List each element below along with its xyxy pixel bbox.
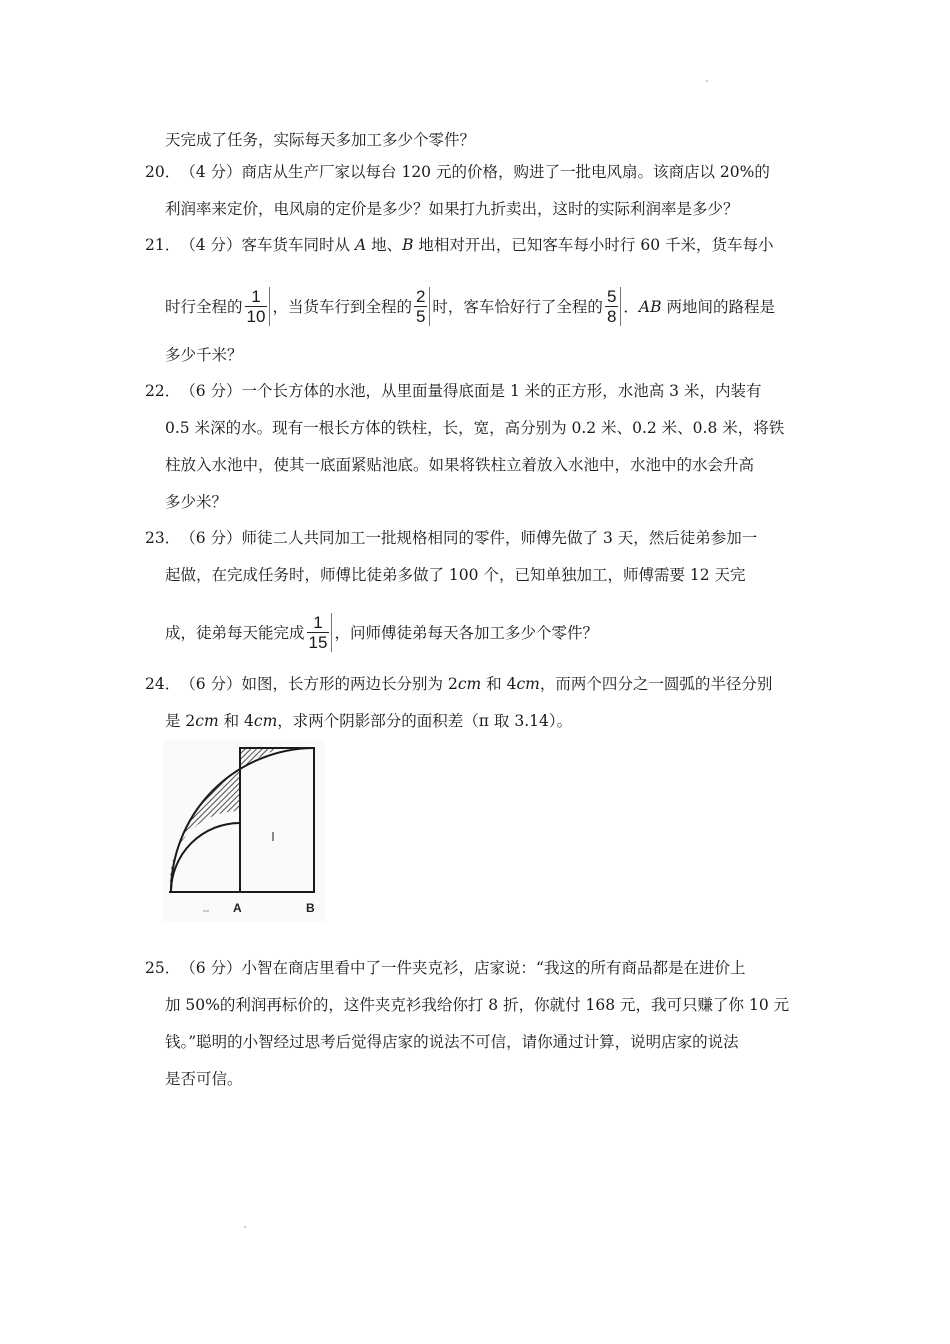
q22-line-3: 柱放入水池中，使其一底面紧贴池底。如果将铁柱立着放入水池中，水池中的水会升高	[165, 456, 755, 474]
fraction-1-15	[307, 613, 333, 652]
fraction-5-8	[605, 287, 621, 326]
q22-line-4: 多少米？	[165, 493, 228, 511]
q24-line-1	[145, 673, 772, 695]
label-a: A	[233, 901, 242, 915]
scan-speck	[244, 1226, 246, 1228]
q24-text: 和 4	[481, 675, 517, 693]
q19-continuation: 天完成了任务，实际每天多加工多少个零件？	[165, 131, 476, 149]
q21-text: 地、	[366, 236, 403, 254]
q20-line-2: 利润率来定价，电风扇的定价是多少？如果打九折卖出，这时的实际利润率是多少？	[165, 200, 739, 218]
scan-speck	[706, 80, 708, 82]
q21-text: ，当货车行到全程的	[272, 298, 412, 316]
q23-text: ，问师傅徒弟每天各加工多少个零件？	[334, 624, 598, 642]
q25-line-3: 钱。”聪明的小智经过思考后觉得店家的说法不可信，请你通过计算，说明店家的说法	[165, 1033, 739, 1051]
q23-line-3	[165, 610, 598, 656]
fraction-denominator: 5	[415, 306, 426, 326]
point-a: A	[354, 236, 367, 254]
q23-text: （6 分）师徒二人共同加工一批规格相同的零件，师傅先做了 3 天，然后徒弟参加一	[180, 529, 758, 547]
q24-text: 和 4	[218, 712, 254, 730]
q21-number: 21．	[145, 236, 181, 254]
fraction-1-10	[245, 287, 271, 326]
fraction-denominator: 10	[246, 306, 266, 326]
q24-text: ，求两个阴影部分的面积差（π 取 3.14）。	[277, 712, 573, 730]
q23-text: 成，徒弟每天能完成	[165, 624, 305, 642]
label-b: B	[306, 901, 315, 915]
q24-number: 24．	[145, 675, 181, 693]
q21-line-2	[165, 284, 775, 330]
q20-text-1: （4 分）商店从生产厂家以每台 120 元的价格，购进了一批电风扇。该商店以 20%的	[180, 163, 770, 181]
q25-line-1	[145, 957, 745, 979]
q21-text: 时，客车恰好行了全程的	[432, 298, 603, 316]
q22-line-1	[145, 380, 761, 402]
fraction-denominator: 8	[606, 306, 617, 326]
q22-number: 22．	[145, 382, 181, 400]
fraction-numerator: 1	[245, 287, 268, 307]
q22-text: （6 分）一个长方体的水池，从里面量得底面是 1 米的正方形，水池高 3 米，内装有	[180, 382, 762, 400]
fraction-2-5	[414, 287, 430, 326]
fraction-denominator: 15	[308, 632, 328, 652]
q25-number: 25．	[145, 959, 181, 977]
q21-line-3: 多少千米？	[165, 346, 243, 364]
q21-text: （4 分）客车货车同时从	[180, 236, 355, 254]
unit-cm: cm	[457, 675, 482, 693]
q24-figure	[163, 740, 325, 922]
segment-ab: AB	[638, 298, 662, 316]
point-b: B	[402, 236, 414, 254]
q21-text: ．	[623, 298, 639, 316]
q21-text: 时行全程的	[165, 298, 243, 316]
unit-cm: cm	[253, 712, 278, 730]
q24-text: 是 2	[165, 712, 196, 730]
q21-text: 地相对开出，已知客车每小时行 60 千米，货车每小	[413, 236, 774, 254]
unit-cm: cm	[195, 712, 219, 730]
q21-text: 两地间的路程是	[661, 298, 775, 316]
q24-text: ，而两个四分之一圆弧的半径分别	[539, 675, 773, 693]
q24-line-2	[165, 710, 572, 732]
q25-line-4: 是否可信。	[165, 1070, 243, 1088]
q25-line-2: 加 50%的利润再标价的，这件夹克衫我给你打 8 折，你就付 168 元，我可只赚了你 10 元	[165, 996, 790, 1014]
unit-cm: cm	[516, 675, 540, 693]
q23-number: 23．	[145, 529, 181, 547]
q21-line-1	[145, 234, 774, 256]
q24-text: （6 分）如图，长方形的两边长分别为 2	[180, 675, 458, 693]
q25-text: （6 分）小智在商店里看中了一件夹克衫，店家说：“我这的所有商品都是在进价上	[180, 959, 746, 977]
q23-line-2: 起做，在完成任务时，师傅比徒弟多做了 100 个，已知单独加工，师傅需要 12 天完	[165, 566, 746, 584]
q23-line-1	[145, 527, 757, 549]
fraction-numerator: 1	[307, 613, 330, 633]
q20-line-1	[145, 161, 770, 183]
q20-number: 20．	[145, 163, 181, 181]
q22-line-2: 0.5 米深的水。现有一根长方体的铁柱，长，宽，高分别为 0.2 米、0.2 米、0.8 米，将铁	[165, 419, 785, 437]
fraction-numerator: 2	[415, 286, 426, 306]
fraction-numerator: 5	[606, 286, 617, 306]
